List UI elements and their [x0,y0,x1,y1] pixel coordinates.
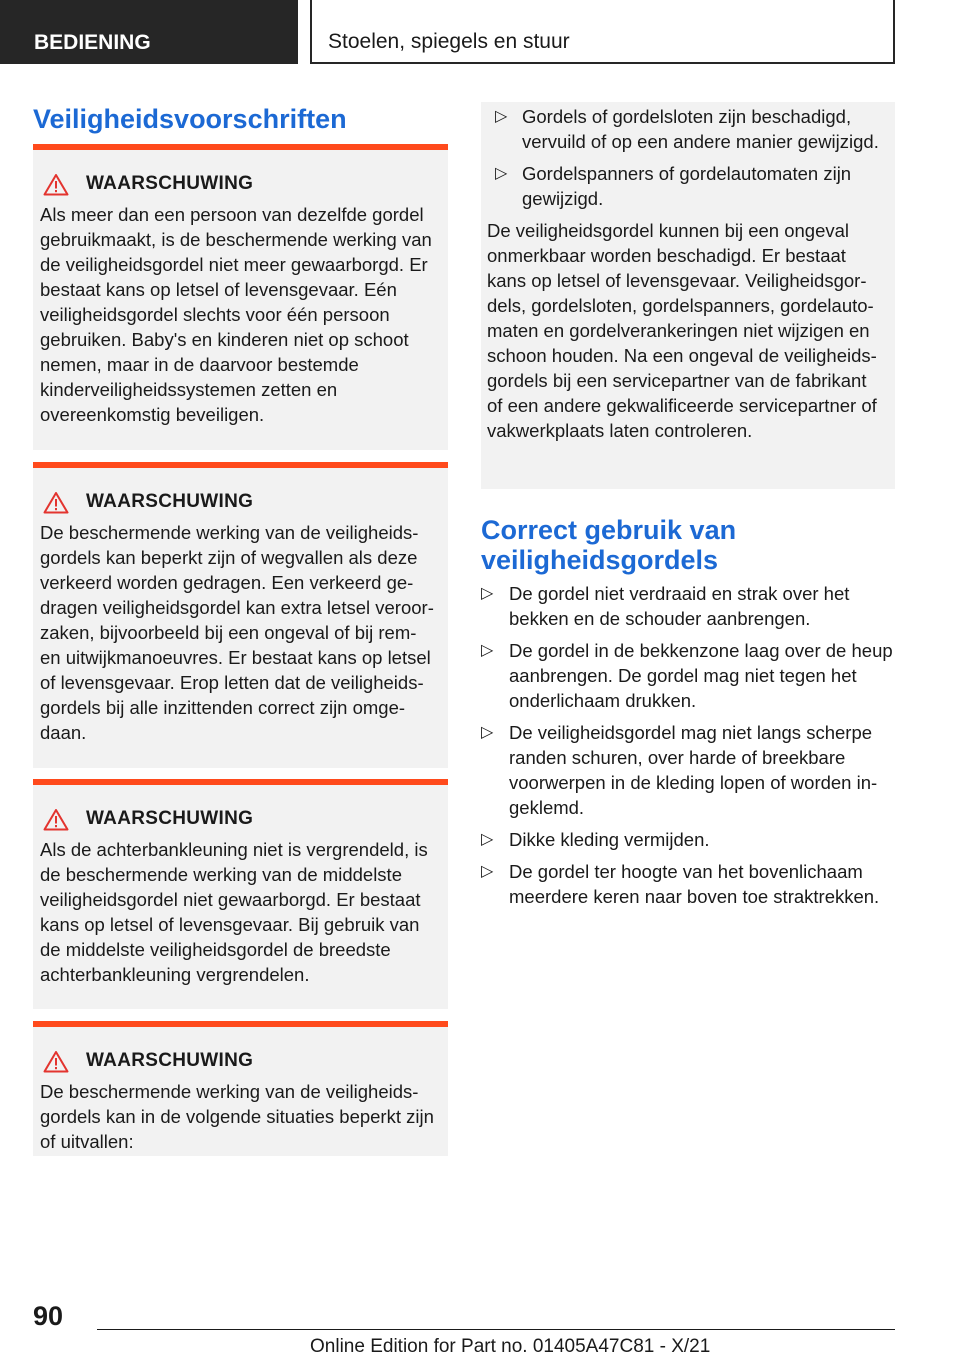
warning-text: De beschermende werking van de veiligheidsgordels kan in de volgende situaties beperkt zijn of uitvallen: [40,1081,434,1152]
section-heading: Veiligheidsvoorschriften [33,104,347,134]
warning-box-4 [33,1021,448,1156]
triangle-right-icon: ▷ [481,642,494,659]
instruction-list [481,581,895,916]
triangle-right-icon: ▷ [495,108,508,125]
list-item-text: De gordel ter hoogte van het bovenlichaam meerdere keren naar boven toe straktrekken. [509,861,880,907]
warning-text: Als de achterbankleuning niet is vergrendeld, is de beschermende werking van de middelste veiligheidsgordel niet gewaarborgd. Er bestaat kans op letsel of levensgevaar. Bij gebruik van de middelste veiligheidsgordel de breedste achterbankleuning vergrendelen. [40,839,428,985]
warning-triangle-icon [43,808,69,831]
section-heading: Correct gebruik van veiligheidsgordels [481,515,737,575]
warning-continuation-text: De veiligheidsgordel kunnen bij een ongeval onmerkbaar worden beschadigd. Er bestaat kans op letsel of levensgevaar. Veiligheidsgordels, gordelsloten, gordelspanners, gordelautomaten en gordelverankeringen niet wijzigen en schoon houden. Na een ongeval de veiligheidsgordels bij een servicepartner van de fabrikant of een andere gekwalificeerde servicepartner of vakwerkplaats laten controleren. [487,220,877,441]
list-item [481,720,895,820]
warning-title: WAARSCHUWING [86,1050,254,1071]
warning-triangle-icon [43,1050,69,1073]
warning-title: WAARSCHUWING [86,491,254,512]
footer-edition: Online Edition for Part no. 01405A47C81 - X/21 [310,1336,711,1357]
warning-continuation-box [481,102,895,489]
chapter-title: Stoelen, spiegels en stuur [328,30,570,53]
warning-title: WAARSCHUWING [86,173,254,194]
warning-text: Als meer dan een persoon van dezelfde gordel gebruikmaakt, is de beschermende werking van de veiligheidsgordel niet meer gewaarborgd. Er bestaat kans op letsel of levensgevaar. Eén veiligheidsgordel slechts voor één persoon gebruiken. Baby's en kinderen niet op schoot nemen, maar in de daarvoor bestemde kinderveiligheidssystemen zetten en overeenkomstig beveiligen. [40,204,432,425]
section-title: BEDIENING [34,31,151,54]
list-item-text: De gordel in de bekkenzone laag over de heup aanbrengen. De gordel mag niet tegen het onderlichaam drukken. [509,640,893,711]
warning-box-2 [33,462,448,768]
warning-triangle-icon [43,491,69,514]
list-item [487,104,887,154]
triangle-right-icon: ▷ [481,863,494,880]
triangle-right-icon: ▷ [481,831,494,848]
list-item-text: Gordelspanners of gordelautomaten zijn gewijzigd. [522,163,852,209]
list-item [481,581,895,631]
section-tab [0,0,298,64]
triangle-right-icon: ▷ [495,165,508,182]
list-item [481,859,895,909]
triangle-right-icon: ▷ [481,724,494,741]
warning-box-3 [33,779,448,1009]
list-item [487,161,887,211]
list-item-text: Dikke kleding vermijden. [509,829,710,850]
list-item-text: Gordels of gordelsloten zijn beschadigd, vervuild of op een andere manier gewijzigd. [522,106,879,152]
warning-triangle-icon [43,173,69,196]
list-item-text: De gordel niet verdraaid en strak over het bekken en de schouder aanbrengen. [509,583,850,629]
triangle-right-icon: ▷ [481,585,494,602]
warning-title: WAARSCHUWING [86,808,254,829]
chapter-tab [310,0,895,64]
footer-divider [97,1329,895,1330]
warning-box-1 [33,144,448,450]
warning-text: De beschermende werking van de veiligheidsgordels kan beperkt zijn of wegvallen als deze verkeerd worden gedragen. Een verkeerd gedragen veiligheidsgordel kan extra letsel veroorzaken, bijvoorbeeld bij een ongeval of bij rem- en uitwijkmanoeuvres. Er bestaat kans op letsel of levensgevaar. Erop letten dat de veiligheidsgordels bij alle inzittenden correct zijn omgedaan. [40,522,434,743]
list-item [481,638,895,713]
list-item [481,827,895,852]
list-item-text: De veiligheidsgordel mag niet langs scherpe randen schuren, over harde of breekbare voorwerpen in de kleding lopen of worden ingeklemd. [509,722,878,818]
page-number: 90 [33,1301,64,1331]
